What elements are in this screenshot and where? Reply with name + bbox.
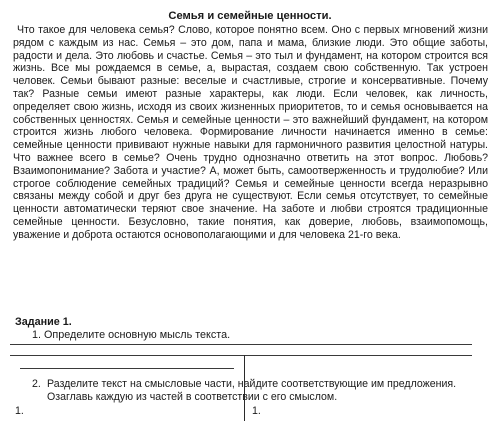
column-divider — [244, 355, 245, 421]
document-title: Семья и семейные ценности. — [168, 10, 332, 22]
task-heading: Задание 1. — [15, 316, 72, 328]
question-2-text: Разделите текст на смысловые части, найдите соответствующие им предложения. Озаглавь каждую из частей в соответствии с его смыслом. — [47, 378, 457, 403]
answer-line-3 — [20, 368, 234, 369]
answer-line-2 — [10, 355, 472, 356]
question-1: 1. Определите основную мысль текста. — [32, 329, 231, 341]
left-column-number: 1. — [15, 405, 24, 417]
body-text: Что такое для человека семья? Слово, которое понятно всем. Оно с первых мгновений жизни рядом с каждым из нас. Семья – это дом, папа и мама, близкие люди. Это общие заботы, радости и дела. Это любовь и счастье. Семья – это тыл и фундамент, на котором строится вся жизнь. Все мы рождаемся в семье, а, вырастая, создаем свою собственную. Так устроен человек. Семьи бывают разные: веселые и счастливые, строгие и консервативные. Почему так? Разные семьи имеют разные характеры, как люди. Если человек, как личность, определяет свою жизнь, исходя из своих жизненных приоритетов, то и семья основывается на собственных ценностях. Семья и семейные ценности – это важнейший фундамент, на котором строится жизнь любого человека. Формирование личности начинается именно в семье: семейные ценности прививают нужные навыки для гармоничного развития целостной натуры. Что важнее всего в семье? Очень трудно однозначно ответить на этот вопрос. Любовь? Взаимопонимание? Забота и участие? А, может быть, самоотверженность и трудолюбие? Или строгое соблюдение семейных традиций? Семья и семейные ценности всегда неразрывно связаны между собой и друг без друга не существуют. Если семья отсутствует, то семейные ценности автоматически теряют свое значение. На заботе и любви строятся традиционные семейные ценности. Безусловно, такие понятия, как доверие, любовь, взаимопомощь, уважение и доброта остаются основополагающими и для человека 21-го века. — [13, 24, 488, 241]
right-column-number: 1. — [252, 405, 261, 417]
answer-line-1 — [10, 344, 472, 345]
question-2-number: 2. — [32, 378, 41, 390]
